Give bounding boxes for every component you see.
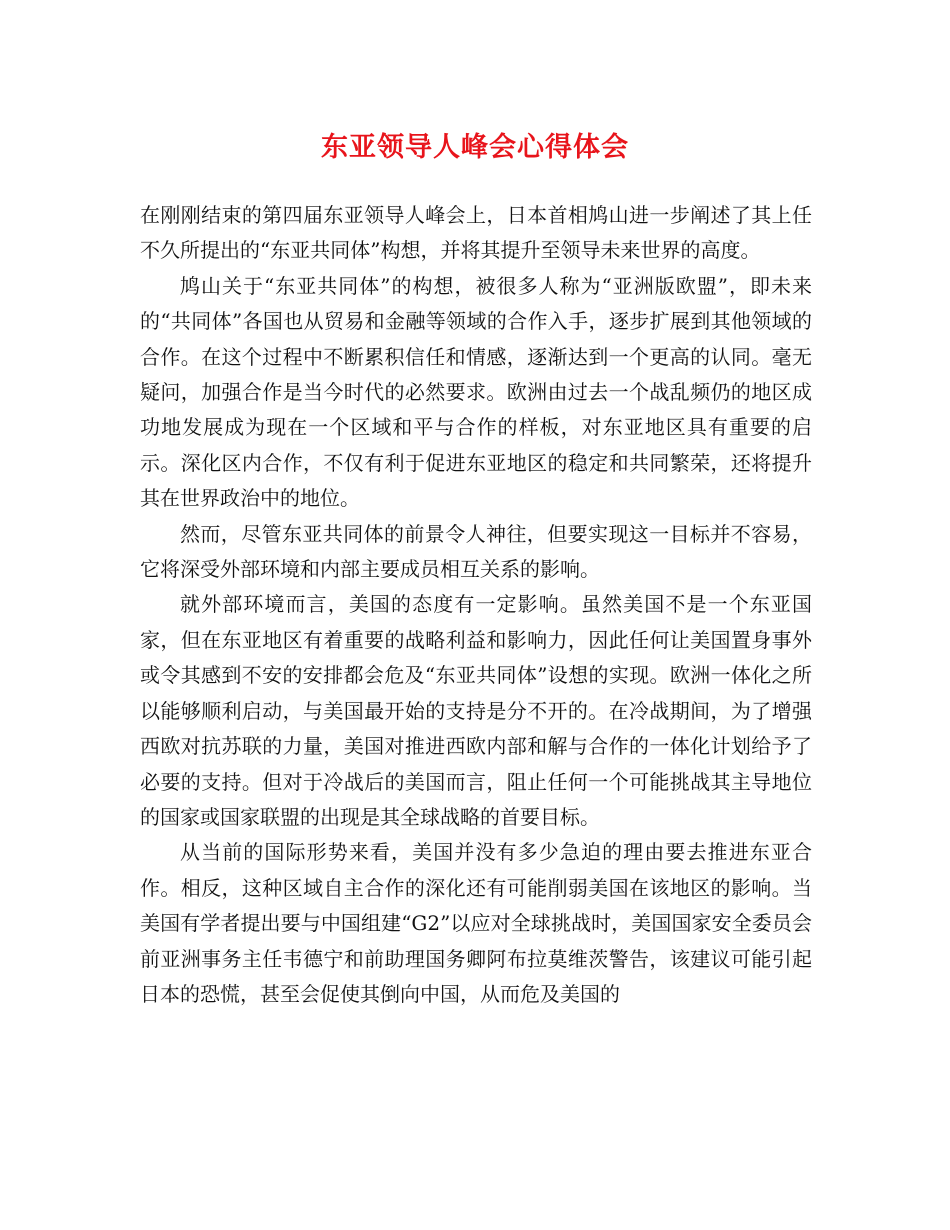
paragraph-5: 从当前的国际形势来看，美国并没有多少急迫的理由要去推进东亚合作。相反，这种区域自主合作的深化还有可能削弱美国在该地区的影响。当美国有学者提出要与中国组建“G2”以应对全球挑战时，美国国家安全委员会前亚洲事务主任韦德宁和前助理国务卿阿布拉莫维茨警告，该建议可能引起日本的恐慌，甚至会促使其倒向中国，从而危及美国的 xyxy=(140,840,812,1006)
paragraph-3: 然而，尽管东亚共同体的前景令人神往，但要实现这一目标并不容易，它将深受外部环境和内部主要成员相互关系的影响。 xyxy=(140,521,812,582)
paragraph-4: 就外部环境而言，美国的态度有一定影响。虽然美国不是一个东亚国家，但在东亚地区有着重要的战略利益和影响力，因此任何让美国置身事外或令其感到不安的安排都会危及“东亚共同体”设想的实现。欧洲一体化之所以能够顺利启动，与美国最开始的支持是分不开的。在冷战期间，为了增强西欧对抗苏联的力量，美国对推进西欧内部和解与合作的一体化计划给予了必要的支持。但对于冷战后的美国而言，阻止任何一个可能挑战其主导地位的国家或国家联盟的出现是其全球战略的首要目标。 xyxy=(140,592,812,829)
document-body xyxy=(140,198,812,1012)
paragraph-2: 鸠山关于“东亚共同体”的构想，被很多人称为“亚洲版欧盟”，即未来的“共同体”各国也从贸易和金融等领域的合作入手，逐步扩展到其他领域的合作。在这个过程中不断累积信任和情感，逐渐达到一个更高的认同。毫无疑问，加强合作是当今时代的必然要求。欧洲由过去一个战乱频仍的地区成功地发展成为现在一个区域和平与合作的样板，对东亚地区具有重要的启示。深化区内合作，不仅有利于促进东亚地区的稳定和共同繁荣，还将提升其在世界政治中的地位。 xyxy=(140,273,812,511)
paragraph-1: 在刚刚结束的第四届东亚领导人峰会上，日本首相鸠山进一步阐述了其上任不久所提出的“东亚共同体”构想，并将其提升至领导未来世界的高度。 xyxy=(140,203,812,263)
page-title: 东亚领导人峰会心得体会 xyxy=(321,132,629,163)
